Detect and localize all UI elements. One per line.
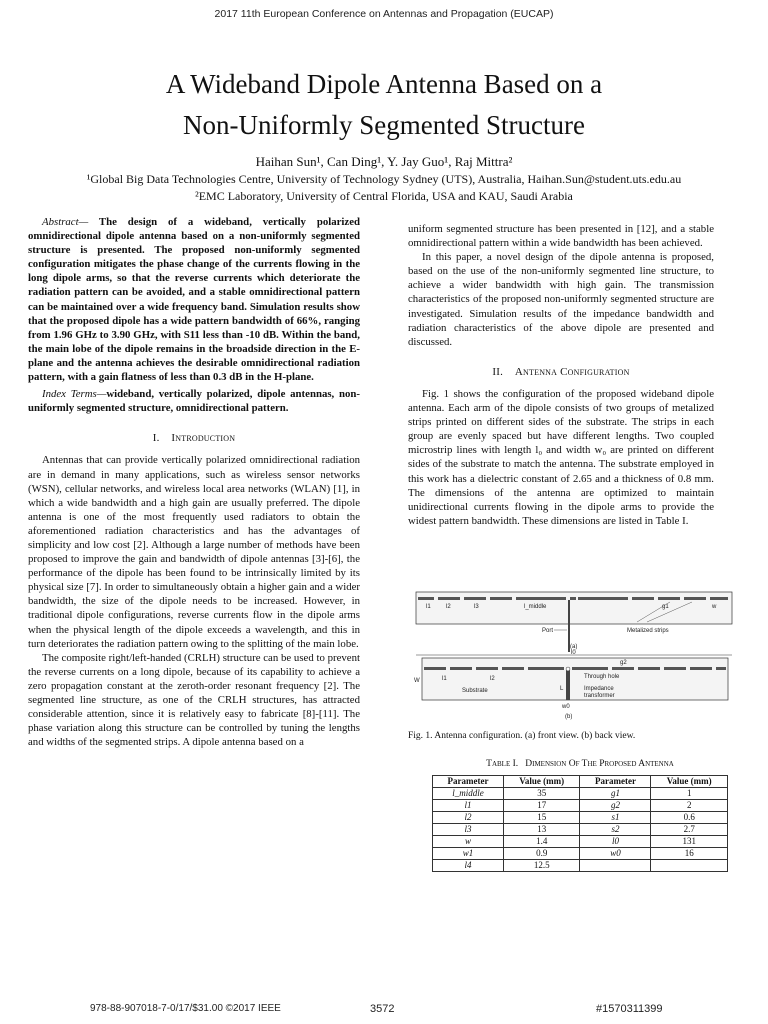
intro-paragraph-1: Antennas that can provide vertically polarized omnidirectional radiation are in demand in many applications, such as wireless sensor networks (WSN), cellular networks, and wireless local area networks (WLAN) [1], in which a wide bandwidth and a high gain are usually preferred. The dipole antenna is one of the most frequently used radiators to obtain the aforementioned radiation characteristics and has the advantages of simplicity and low cost [2]. Although a large number of methods have been proposed to improve the gain and bandwidth of dipole antennas [3]-[6], the performance of the dipole has been found to be intrinsically limited by its physical size [7]. In order to simultaneously obtain a higher gain and a wider bandwidth, the size of the dipole needs to be increased. However, in traditional dipole configurations, reverse currents flow in the dipole arms when the physical length of the dipole exceeds a wavelength, and this in turn deteriorates the radiation pattern owing to the splitting of the main lobe.: [28, 454, 360, 650]
intro-paragraph-2: The composite right/left-handed (CRLH) structure can be used to prevent the reverse currents on a long dipole, because of its capability to achieve a zero propagation constant at the zeroth-order resonant frequency [2]. The segmented line structure, as one of the CRLH structures, has attracted considerable attention, since it is relatively easy to fabricate [8]-[11]. The phase variation along this structure can be controlled by tuning the lengths and widths of the segmented strips. A dipole antenna based on a: [28, 651, 360, 749]
right-paragraph-1: uniform segmented structure has been presented in [12], and a stable omnidirectional pattern within a wide bandwidth has been achieved.: [408, 223, 714, 250]
fig-label-wa: W: [414, 678, 420, 684]
title-line-1: A Wideband Dipole Antenna Based on a: [165, 69, 603, 99]
table-cell: 12.5: [503, 860, 580, 872]
figure-front-view: [416, 592, 732, 652]
table-cell: w1: [433, 848, 504, 860]
table-row: [433, 800, 728, 812]
table-cell: w0: [580, 848, 651, 860]
table-cell: l0: [580, 836, 651, 848]
title-line-2: Non-Uniformly Segmented Structure: [183, 110, 585, 140]
table-cell: 15: [503, 812, 580, 824]
table-cell: l1: [433, 800, 504, 812]
fig-label-w0: w0: [562, 704, 570, 710]
fig-label-w: w: [712, 604, 717, 610]
table-cell: l2: [433, 812, 504, 824]
fig-label-l1: l1: [426, 604, 431, 610]
affiliation-2: ²EMC Laboratory, University of Central Florida, USA and KAU, Saudi Arabia: [195, 189, 573, 203]
fig-label-b-l2: l2: [490, 676, 495, 682]
table-cell: w: [433, 836, 504, 848]
fig-label-l2: l2: [446, 604, 451, 610]
fig-label-a: (a): [570, 644, 578, 650]
section-1-number: I.: [152, 432, 160, 445]
table-1-number: Table I.: [486, 759, 519, 769]
table-cell: 17: [503, 800, 580, 812]
table-header: Parameter: [580, 776, 651, 788]
fig-label-transformer: transformer: [584, 693, 615, 699]
footer-page-number: 3572: [370, 1003, 395, 1015]
table-cell: g1: [580, 788, 651, 800]
table-cell: l_middle: [433, 788, 504, 800]
footer-paper-id: #1570311399: [596, 1003, 663, 1015]
abstract: [28, 215, 360, 384]
conference-header: 2017 11th European Conference on Antennas and Propagation (EUCAP): [214, 8, 554, 20]
left-column: [28, 215, 360, 749]
fig-label-metalized-strips: Metalized strips: [627, 628, 669, 634]
right-column: [408, 222, 714, 528]
table-cell: l4: [433, 860, 504, 872]
table-row: [433, 860, 728, 872]
table-cell: 1.4: [503, 836, 580, 848]
table-header-row: [433, 776, 728, 788]
fig-label-port: Port: [542, 628, 554, 634]
table-row: [433, 812, 728, 824]
fig-label-through-hole: Through hole: [584, 674, 620, 680]
table-cell: s1: [580, 812, 651, 824]
fig-label-impedance: Impedance: [584, 686, 614, 692]
fig-label-substrate: Substrate: [462, 688, 488, 694]
section-2-heading: [408, 365, 714, 379]
fig-label-lsub: L: [560, 686, 564, 692]
fig-label-l-middle: l_middle: [524, 604, 547, 610]
section-2-title: Antenna Configuration: [514, 365, 630, 378]
fig-label-g2: g2: [620, 660, 627, 666]
figure-back-view: [414, 650, 732, 720]
table-row: [433, 788, 728, 800]
affiliation-1: ¹Global Big Data Technologies Centre, University of Technology Sydney (UTS), Australia, Haihan.Sun@student.uts.edu.au: [86, 172, 682, 186]
footer-isbn: 978-88-907018-7-0/17/$31.00 ©2017 IEEE: [90, 1003, 281, 1014]
table-row: [433, 836, 728, 848]
fig-label-l0: l0: [571, 650, 576, 656]
index-terms: [28, 387, 360, 415]
authors: Haihan Sun¹, Can Ding¹, Y. Jay Guo¹, Raj Mittra²: [255, 154, 513, 169]
table-cell: l3: [433, 824, 504, 836]
section-1-heading: [28, 431, 360, 445]
figure-1-antenna-configuration: [412, 588, 738, 724]
table-cell: g2: [580, 800, 651, 812]
table-1-title: [424, 759, 736, 769]
table-header: Value (mm): [503, 776, 580, 788]
table-header: Parameter: [433, 776, 504, 788]
config-paragraph: Fig. 1 shows the configuration of the proposed wideband dipole antenna. Each arm of the dipole consists of two groups of metalized strips printed on different sides of the substrate. The strips in each group are evenly spaced but have different lengths. Two coupled microstrip lines with length l₀ and width w₀ are printed on different sides of the substrate to match the antenna. The substrate employed in this work has a dielectric constant of 2.65 and a thickness of 0.8 mm. The dimensions of the antenna are optimized to maintain unidirectional currents flowing in the dipole arms to provide the widest pattern bandwidth. These dimensions are listed in Table I.: [408, 387, 714, 527]
table-row: [433, 848, 728, 860]
index-terms-text: wideband, vertically polarized, dipole antennas, non-uniformly segmented structure, omnidirectional pattern.: [28, 388, 360, 415]
abstract-label: Abstract—: [42, 216, 89, 228]
table-cell: 0.6: [651, 812, 728, 824]
table-1-title-text: Dimension Of The Proposed Antenna: [525, 759, 674, 769]
table-cell: 16: [651, 848, 728, 860]
table-cell: 131: [651, 836, 728, 848]
abstract-text: The design of a wideband, vertically polarized omnidirectional dipole antenna based on a non-uniformly segmented structure is presented. The proposed non-uniformly segmented configuration mitigates the phase change of the currents flowing in the long dipole arms, so that the reverse currents which deteriorate the radiation pattern can be avoided, and a stable omnidirectional pattern can be maintained over a wide frequency band. Simulation results show that the proposed dipole has a wide pattern bandwidth of 66%, ranging from 1.96 GHz to 3.90 GHz, with S11 less than -10 dB. Within the band, the main lobe of the dipole remains in the broadside direction in the E-plane and the antenna achieves the desirable omnidirectional radiation pattern, with a gain flatness of less than 0.3 dB in the H-plane.: [28, 216, 360, 384]
table-cell: [580, 860, 651, 872]
section-1-title: Introduction: [171, 432, 236, 445]
fig-label-l3: l3: [474, 604, 479, 610]
table-cell: s2: [580, 824, 651, 836]
figure-1-caption: Fig. 1. Antenna configuration. (a) front view. (b) back view.: [408, 731, 636, 741]
right-paragraph-2: In this paper, a novel design of the dipole antenna is proposed, based on the use of the non-uniformly segmented line structure, to achieve a wider bandwidth with high gain. The transmission characteristics of the proposed non-uniformly segmented structure are investigated. Simulation results of the impedance bandwidth and radiation characteristics of the above dipole are presented and discussed.: [408, 251, 714, 348]
table-row: [433, 824, 728, 836]
fig-label-b: (b): [565, 714, 573, 720]
dimension-table: [432, 775, 728, 872]
table-cell: 2: [651, 800, 728, 812]
table-cell: 13: [503, 824, 580, 836]
table-header: Value (mm): [651, 776, 728, 788]
paper-title: [40, 64, 728, 146]
table-cell: 35: [503, 788, 580, 800]
section-2-number: II.: [492, 365, 504, 378]
fig-label-g1: g1: [662, 604, 669, 610]
fig-label-b-l1: l1: [442, 676, 447, 682]
index-terms-label: Index Terms—: [42, 388, 107, 401]
table-cell: 0.9: [503, 848, 580, 860]
table-cell: [651, 860, 728, 872]
table-cell: 2.7: [651, 824, 728, 836]
table-cell: 1: [651, 788, 728, 800]
